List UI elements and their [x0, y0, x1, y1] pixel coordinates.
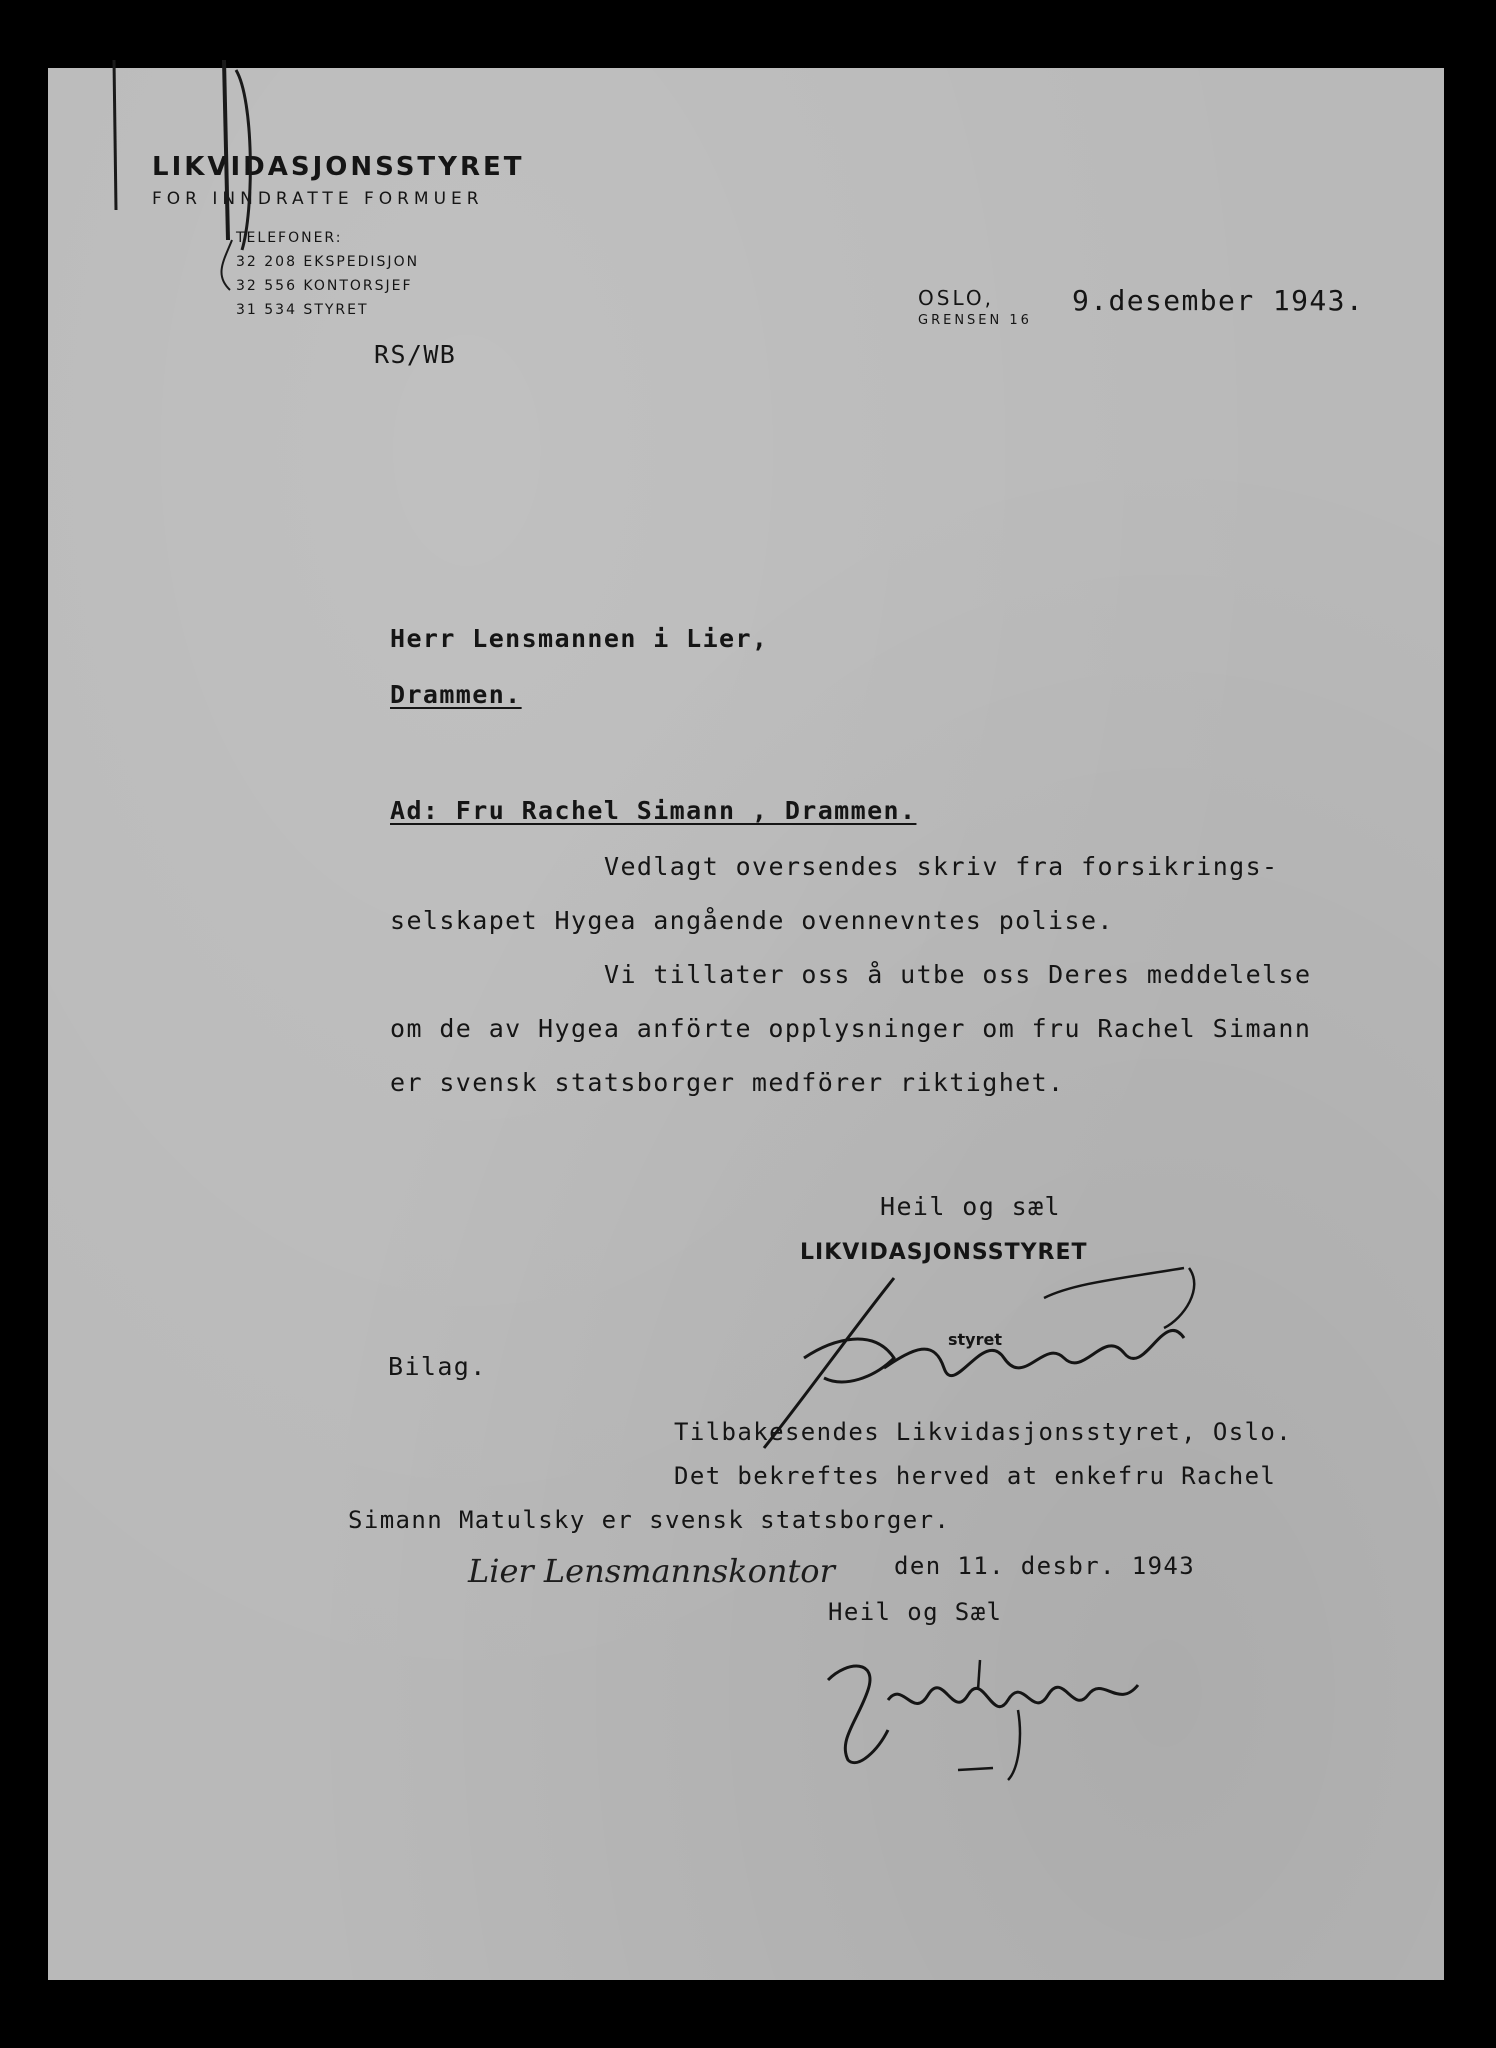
body-line: Vi tillater oss å utbe oss Deres meddelelse: [604, 960, 1312, 989]
staple-marks: [104, 60, 304, 300]
subject-line: Ad: Fru Rachel Simann , Drammen.: [390, 796, 917, 825]
enclosure-label: Bilag.: [388, 1352, 487, 1381]
reply-office-handwritten: Lier Lensmannskontor: [468, 1552, 835, 1590]
closing-role: styret: [948, 1330, 1002, 1349]
addressee-city: Drammen.: [390, 680, 522, 709]
closing-org-stamp: LIKVIDASJONSSTYRET: [800, 1240, 1088, 1265]
letterhead-org-name: LIKVIDASJONSSTYRET: [152, 152, 525, 182]
body-line: er svensk statsborger medförer riktighet.: [390, 1068, 1065, 1097]
letter-date: 9.desember 1943.: [1072, 284, 1365, 317]
reply-date: den 11. desbr. 1943: [894, 1552, 1196, 1580]
letterhead-phone-line: 32 556 KONTORSJEF: [236, 278, 413, 294]
reply-line: Simann Matulsky er svensk statsborger.: [348, 1506, 951, 1534]
letterhead-phone-line: 31 534 STYRET: [236, 302, 369, 318]
letter-page: [48, 68, 1444, 1980]
reply-line: Tilbakesendes Likvidasjonsstyret, Oslo.: [674, 1418, 1293, 1446]
reply-greeting: Heil og Sæl: [828, 1598, 1003, 1626]
addressee-line: Herr Lensmannen i Lier,: [390, 624, 769, 653]
reply-signature-image: [818, 1640, 1178, 1790]
letterhead-phones-label: TELEFONER:: [236, 230, 343, 246]
closing-greeting: Heil og sæl: [880, 1192, 1061, 1221]
letterhead-phone-line: 32 208 EKSPEDISJON: [236, 254, 420, 270]
reply-line: Det bekreftes herved at enkefru Rachel: [674, 1462, 1277, 1490]
letterhead-street: GRENSEN 16: [918, 313, 1032, 328]
body-line: om de av Hygea anförte opplysninger om fru Rachel Simann: [390, 1014, 1312, 1043]
body-line: Vedlagt oversendes skriv fra forsikrings-: [604, 852, 1279, 881]
reference-code: RS/WB: [374, 340, 457, 369]
letterhead-org-subtitle: FOR INNDRATTE FORMUER: [152, 189, 484, 209]
letterhead-city: OSLO,: [918, 286, 994, 310]
body-line: selskapet Hygea angående ovennevntes polise.: [390, 906, 1114, 935]
